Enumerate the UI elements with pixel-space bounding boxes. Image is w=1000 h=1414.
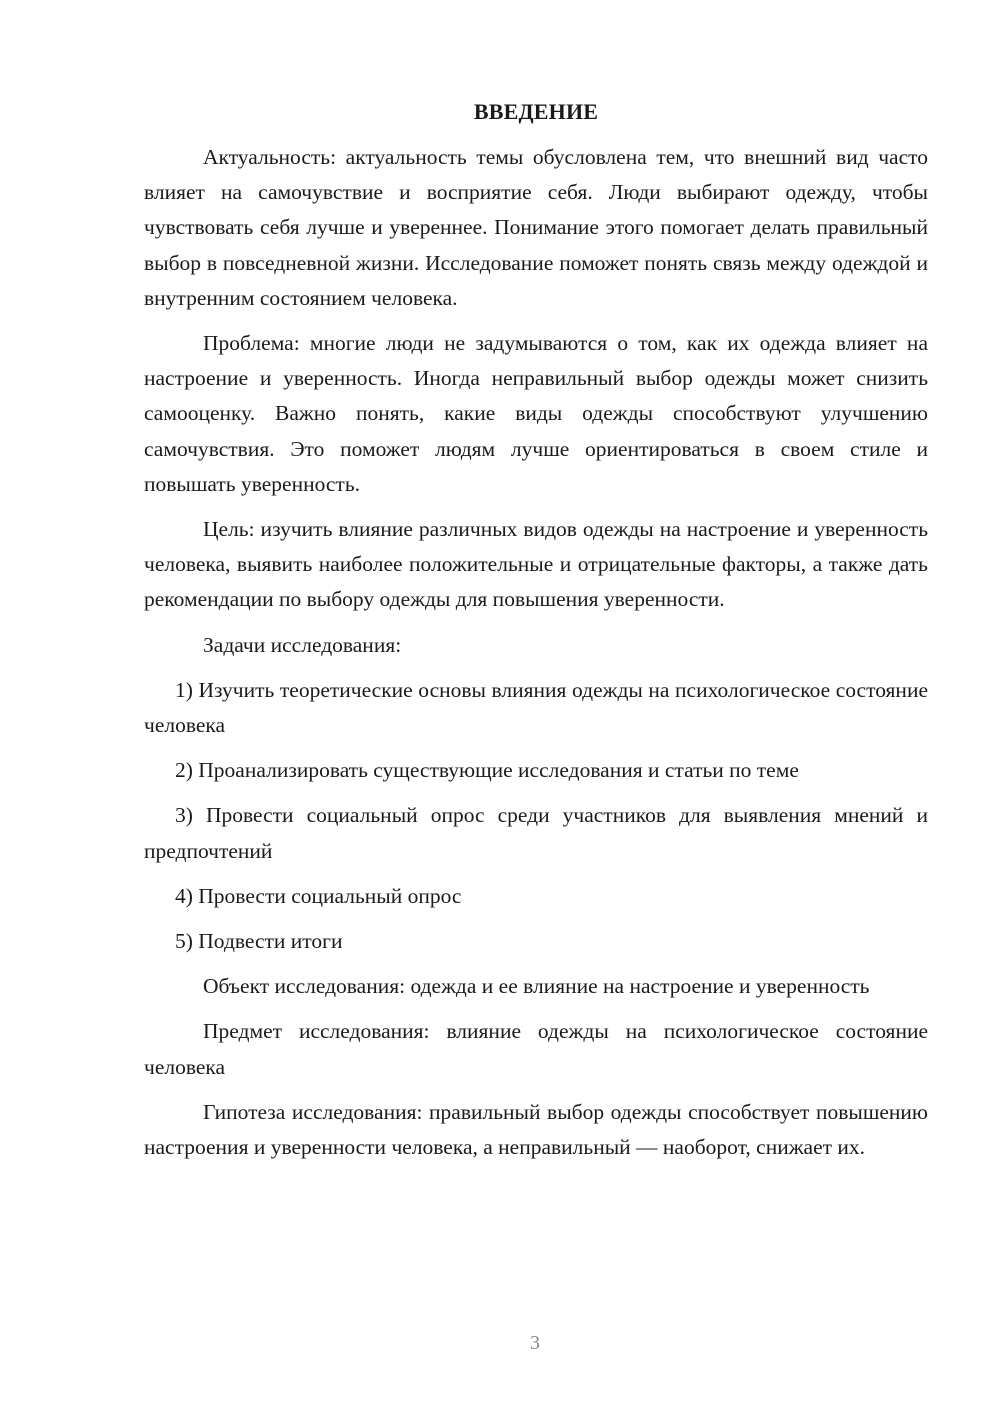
list-item: 3) Провести социальный опрос среди участников для выявления мнений и предпочтений bbox=[144, 803, 928, 863]
paragraph-relevance: Актуальность: актуальность темы обусловлена тем, что внешний вид часто влияет на самочувствие и восприятие себя. Люди выбирают одежду, чтобы чувствовать себя лучше и увереннее. Понимание этого помогает делать правильный выбор в повседневной жизни. Исследование поможет понять связь между одеждой и внутренним состоянием человека. bbox=[144, 145, 928, 310]
paragraph-object: Объект исследования: одежда и ее влияние на настроение и уверенность bbox=[203, 974, 870, 999]
paragraph-subject: Предмет исследования: влияние одежды на психологическое состояние человека bbox=[144, 1019, 928, 1079]
paragraph-goal: Цель: изучить влияние различных видов одежды на настроение и уверенность человека, выявить наиболее положительные и отрицательные факторы, а также дать рекомендации по выбору одежды для повышения уверенности. bbox=[144, 517, 928, 612]
page-content bbox=[144, 94, 928, 1175]
tasks-list bbox=[144, 673, 928, 959]
paragraph-tasks-heading: Задачи исследования: bbox=[203, 632, 402, 657]
paragraph-hypothesis: Гипотеза исследования: правильный выбор одежды способствует повышению настроения и уверенности человека, а неправильный — наоборот, снижает их. bbox=[144, 1099, 928, 1160]
list-item: 1) Изучить теоретические основы влияния одежды на психологическое состояние человека bbox=[144, 677, 928, 738]
page-title: ВВЕДЕНИЕ bbox=[473, 99, 599, 124]
list-item: 2) Проанализировать существующие исследования и статьи по теме bbox=[175, 758, 799, 783]
list-item: 4) Провести социальный опрос bbox=[175, 883, 462, 908]
list-item: 5) Подвести итоги bbox=[175, 929, 343, 954]
page-number: 3 bbox=[530, 1332, 540, 1354]
paragraph-problem: Проблема: многие люди не задумываются о том, как их одежда влияет на настроение и уверенность. Иногда неправильный выбор одежды может снизить самооценку. Важно понять, какие виды одежды способствуют улучшению самочувствия. Это поможет людям лучше ориентироваться в своем стиле и повышать уверенность. bbox=[144, 331, 928, 496]
